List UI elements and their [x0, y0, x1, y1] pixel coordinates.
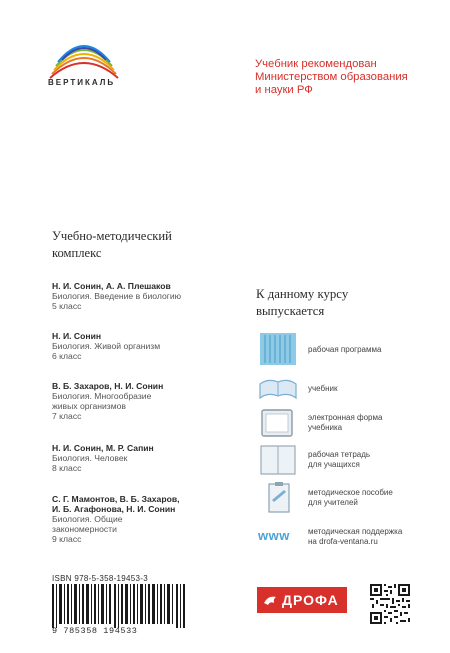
- book-title: Биология. Введение в биологию: [52, 291, 182, 301]
- course-item-label-line: для учителей: [308, 498, 358, 507]
- book-authors-cont: И. Б. Агафонова, Н. И. Сонин: [52, 504, 176, 514]
- barcode-icon: [52, 584, 188, 628]
- book-title: Биология. Многообразие: [52, 391, 152, 401]
- course-item: [258, 444, 438, 478]
- program-icon: [258, 333, 298, 365]
- book-authors: В. Б. Захаров, Н. И. Сонин: [52, 381, 164, 391]
- drofa-bird-icon: [262, 591, 280, 609]
- recommendation-line: и науки РФ: [255, 84, 313, 96]
- complex-heading-line: комплекс: [52, 246, 102, 260]
- publisher-logo: [257, 587, 347, 613]
- course-item-label-line: учебника: [308, 423, 343, 432]
- book-authors: Н. И. Сонин: [52, 331, 102, 341]
- book-entry: [52, 494, 237, 544]
- book-title-cont: закономерности: [52, 524, 117, 534]
- book-authors: Н. И. Сонин, М. Р. Сапин: [52, 443, 154, 453]
- isbn-text: ISBN 978-5-358-19453-3: [52, 574, 148, 583]
- book-entry: [52, 381, 237, 421]
- course-item-label-line: для учащихся: [308, 460, 360, 469]
- book-entry: [52, 281, 237, 311]
- book-grade: 8 класс: [52, 463, 82, 473]
- course-item: [258, 372, 438, 406]
- course-item-label-line: методическая поддержка: [308, 527, 403, 536]
- course-heading-line: выпускается: [256, 304, 325, 318]
- course-item-label: [308, 488, 393, 508]
- qr-code-icon: [370, 584, 410, 624]
- course-heading: [256, 286, 416, 320]
- book-entry: [52, 443, 237, 473]
- barcode-digits: 9 785358 194533: [52, 626, 138, 636]
- course-item: [258, 482, 438, 516]
- book-grade: 5 класс: [52, 301, 82, 311]
- workbook-icon: [258, 444, 298, 476]
- complex-heading: [52, 228, 222, 262]
- course-item-label: [308, 450, 370, 470]
- clipboard-icon: [258, 482, 298, 514]
- course-item-label-line: электронная форма: [308, 413, 383, 422]
- textbook-icon: [258, 372, 298, 404]
- book-grade: 6 класс: [52, 351, 82, 361]
- book-title: Биология. Живой организм: [52, 341, 161, 351]
- course-item-label: [308, 527, 402, 547]
- book-authors: Н. И. Сонин, А. А. Плешаков: [52, 281, 171, 291]
- course-item: [258, 523, 438, 557]
- logo-text: ВЕРТИКАЛЬ: [48, 78, 116, 87]
- recommendation-note: [255, 58, 435, 97]
- course-item-label: учебник: [308, 384, 338, 393]
- complex-heading-line: Учебно-методический: [52, 229, 172, 243]
- book-grade: 9 класс: [52, 534, 82, 544]
- course-item-label: рабочая программа: [308, 345, 382, 354]
- book-entry: [52, 331, 237, 361]
- electronic-tablet-icon: [258, 408, 298, 440]
- course-item-label: [308, 413, 382, 433]
- recommendation-line: Министерством образования: [255, 71, 408, 83]
- recommendation-line: Учебник рекомендован: [255, 58, 377, 70]
- course-item-label-line: методическое пособие: [308, 488, 393, 497]
- course-item: [258, 408, 438, 442]
- course-item-label-line: на drofa-ventana.ru: [308, 537, 378, 546]
- book-title: Биология. Человек: [52, 453, 128, 463]
- book-authors: С. Г. Мамонтов, В. Б. Захаров,: [52, 494, 180, 504]
- www-icon: www: [258, 528, 290, 543]
- course-heading-line: К данному курсу: [256, 287, 349, 301]
- publisher-name: ДРОФА: [282, 592, 339, 608]
- book-title-cont: живых организмов: [52, 401, 126, 411]
- course-item: [258, 333, 438, 367]
- course-item-label-line: рабочая тетрадь: [308, 450, 371, 459]
- book-title: Биология. Общие: [52, 514, 123, 524]
- book-grade: 7 класс: [52, 411, 82, 421]
